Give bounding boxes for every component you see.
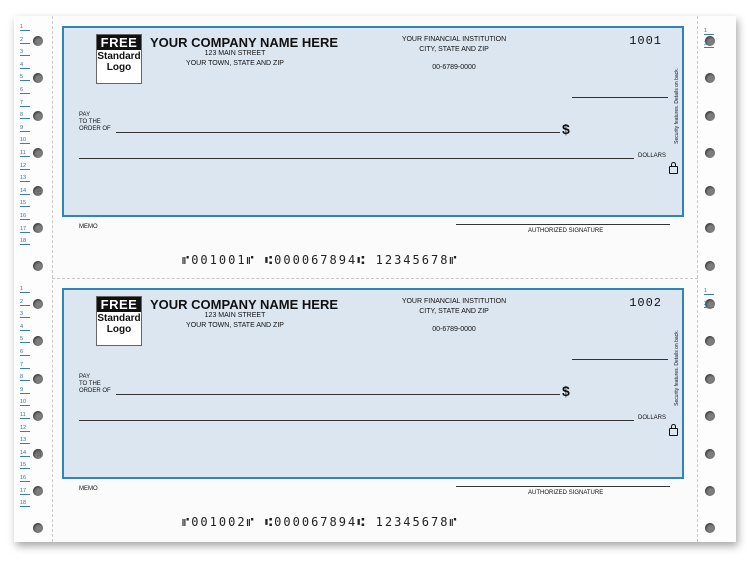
ruler-number: 10 (20, 137, 30, 144)
tractor-hole (705, 374, 715, 384)
tractor-hole (705, 336, 715, 346)
tractor-hole (33, 336, 43, 346)
memo-label: MEMO (79, 224, 98, 230)
date-line[interactable] (572, 97, 668, 98)
ruler-number: 17 (20, 488, 30, 495)
check-1 (62, 26, 684, 234)
ruler-number: 3 (20, 311, 30, 318)
tractor-hole (705, 73, 715, 83)
ruler-number: 13 (20, 437, 30, 444)
ruler-number: 12 (20, 425, 30, 432)
dollars-label: DOLLARS (638, 153, 667, 159)
left-tractor-strip (14, 16, 53, 542)
security-notice: Security features. Details on back. (674, 330, 680, 406)
ruler-number: 7 (20, 362, 30, 369)
continuous-check-sheet (14, 16, 736, 542)
dollar-sign: $ (562, 121, 570, 137)
company-street: 123 MAIN STREET (204, 312, 266, 319)
to-the-label: TO THE (79, 381, 101, 387)
ruler-number: 18 (20, 238, 30, 245)
pay-label-text: PAY (79, 374, 91, 380)
ruler-number: 1 (20, 24, 30, 31)
ruler-number: 18 (20, 500, 30, 507)
amount-words-line[interactable] (79, 420, 634, 421)
signature-line[interactable] (456, 486, 670, 487)
ruler-number: 17 (20, 226, 30, 233)
ruler-number: 2 (20, 299, 30, 306)
ruler-number: 2 (20, 37, 30, 44)
pay-label-text: PAY (79, 112, 91, 118)
signature-line[interactable] (456, 224, 670, 225)
ruler-number: 3 (20, 49, 30, 56)
dollar-sign: $ (562, 383, 570, 399)
tractor-hole (33, 36, 43, 46)
tractor-hole (705, 186, 715, 196)
logo-placeholder (96, 34, 142, 84)
tractor-hole (33, 299, 43, 309)
ruler-number: 1 (704, 28, 714, 35)
routing-display: 00-6789-0000 (432, 64, 476, 71)
amount-words-line[interactable] (79, 158, 634, 159)
tractor-hole (705, 223, 715, 233)
order-of-label: ORDER OF (79, 126, 111, 132)
company-street: 123 MAIN STREET (204, 50, 266, 57)
bank-name: YOUR FINANCIAL INSTITUTION (401, 36, 507, 43)
tractor-hole (705, 111, 715, 121)
tractor-hole (33, 486, 43, 496)
routing-display: 00-6789-0000 (432, 326, 476, 333)
ruler-number: 16 (20, 475, 30, 482)
date-line[interactable] (572, 359, 668, 360)
ruler-number: 6 (20, 87, 30, 94)
perforation-line (52, 278, 698, 279)
dollars-label: DOLLARS (638, 415, 667, 421)
tractor-hole (33, 261, 43, 271)
ruler-number: 2 (704, 301, 714, 308)
logo-standard-text: Standard Logo (97, 313, 141, 335)
ruler-number: 4 (20, 324, 30, 331)
tractor-hole (705, 261, 715, 271)
check-2 (62, 288, 684, 496)
micr-line-1: ⑈001001⑈ ⑆000067894⑆ 12345678⑈ (182, 253, 459, 267)
memo-label: MEMO (79, 486, 98, 492)
ruler-number: 12 (20, 163, 30, 170)
ruler-number: 4 (20, 62, 30, 69)
ruler-number: 11 (20, 150, 30, 157)
order-of-label: ORDER OF (79, 388, 111, 394)
payee-line[interactable] (116, 394, 560, 395)
tractor-hole (33, 223, 43, 233)
right-tractor-strip (697, 16, 736, 542)
pay-label (79, 112, 111, 133)
tractor-hole (33, 111, 43, 121)
ruler-number: 15 (20, 200, 30, 207)
ruler-number: 1 (704, 288, 714, 295)
ruler-number: 16 (20, 213, 30, 220)
bank-city: CITY, STATE AND ZIP (419, 308, 489, 315)
company-name: YOUR COMPANY NAME HERE (150, 297, 339, 312)
tractor-hole (33, 523, 43, 533)
lock-icon (669, 166, 678, 174)
logo-free-text: FREE (97, 35, 141, 50)
ruler-number: 8 (20, 112, 30, 119)
logo-standard-text: Standard Logo (97, 51, 141, 73)
ruler-number: 9 (20, 125, 30, 132)
security-notice: Security features. Details on back. (674, 68, 680, 144)
tractor-hole (705, 486, 715, 496)
ruler-number: 8 (20, 374, 30, 381)
ruler-number: 13 (20, 175, 30, 182)
check-number: 1001 (629, 34, 662, 48)
ruler-number: 1 (20, 286, 30, 293)
bank-city: CITY, STATE AND ZIP (419, 46, 489, 53)
ruler-number: 2 (704, 41, 714, 48)
micr-line-2: ⑈001002⑈ ⑆000067894⑆ 12345678⑈ (182, 515, 459, 529)
company-city: YOUR TOWN, STATE AND ZIP (186, 60, 284, 67)
tractor-hole (33, 374, 43, 384)
tractor-hole (33, 411, 43, 421)
ruler-side-label: 155 (37, 448, 44, 457)
check-number: 1002 (629, 296, 662, 310)
ruler-number: 15 (20, 462, 30, 469)
signature-label: AUTHORIZED SIGNATURE (528, 490, 604, 496)
ruler-number: 11 (20, 412, 30, 419)
to-the-label: TO THE (79, 119, 101, 125)
tractor-hole (705, 449, 715, 459)
ruler-number: 7 (20, 100, 30, 107)
company-name: YOUR COMPANY NAME HERE (150, 35, 339, 50)
ruler-number: 5 (20, 74, 30, 81)
pay-label (79, 374, 111, 395)
ruler-number: 10 (20, 399, 30, 406)
ruler-number: 5 (20, 336, 30, 343)
ruler-side-label: 155 (37, 186, 44, 195)
tractor-hole (705, 148, 715, 158)
ruler-number: 6 (20, 349, 30, 356)
signature-label: AUTHORIZED SIGNATURE (528, 228, 604, 234)
ruler-number: 14 (20, 188, 30, 195)
company-city: YOUR TOWN, STATE AND ZIP (186, 322, 284, 329)
tractor-hole (33, 73, 43, 83)
ruler-number: 14 (20, 450, 30, 457)
logo-placeholder (96, 296, 142, 346)
tractor-hole (705, 523, 715, 533)
logo-free-text: FREE (97, 297, 141, 312)
ruler-number: 9 (20, 387, 30, 394)
bank-name: YOUR FINANCIAL INSTITUTION (401, 298, 507, 305)
payee-line[interactable] (116, 132, 560, 133)
tractor-hole (705, 411, 715, 421)
tractor-hole (33, 148, 43, 158)
lock-icon (669, 428, 678, 436)
